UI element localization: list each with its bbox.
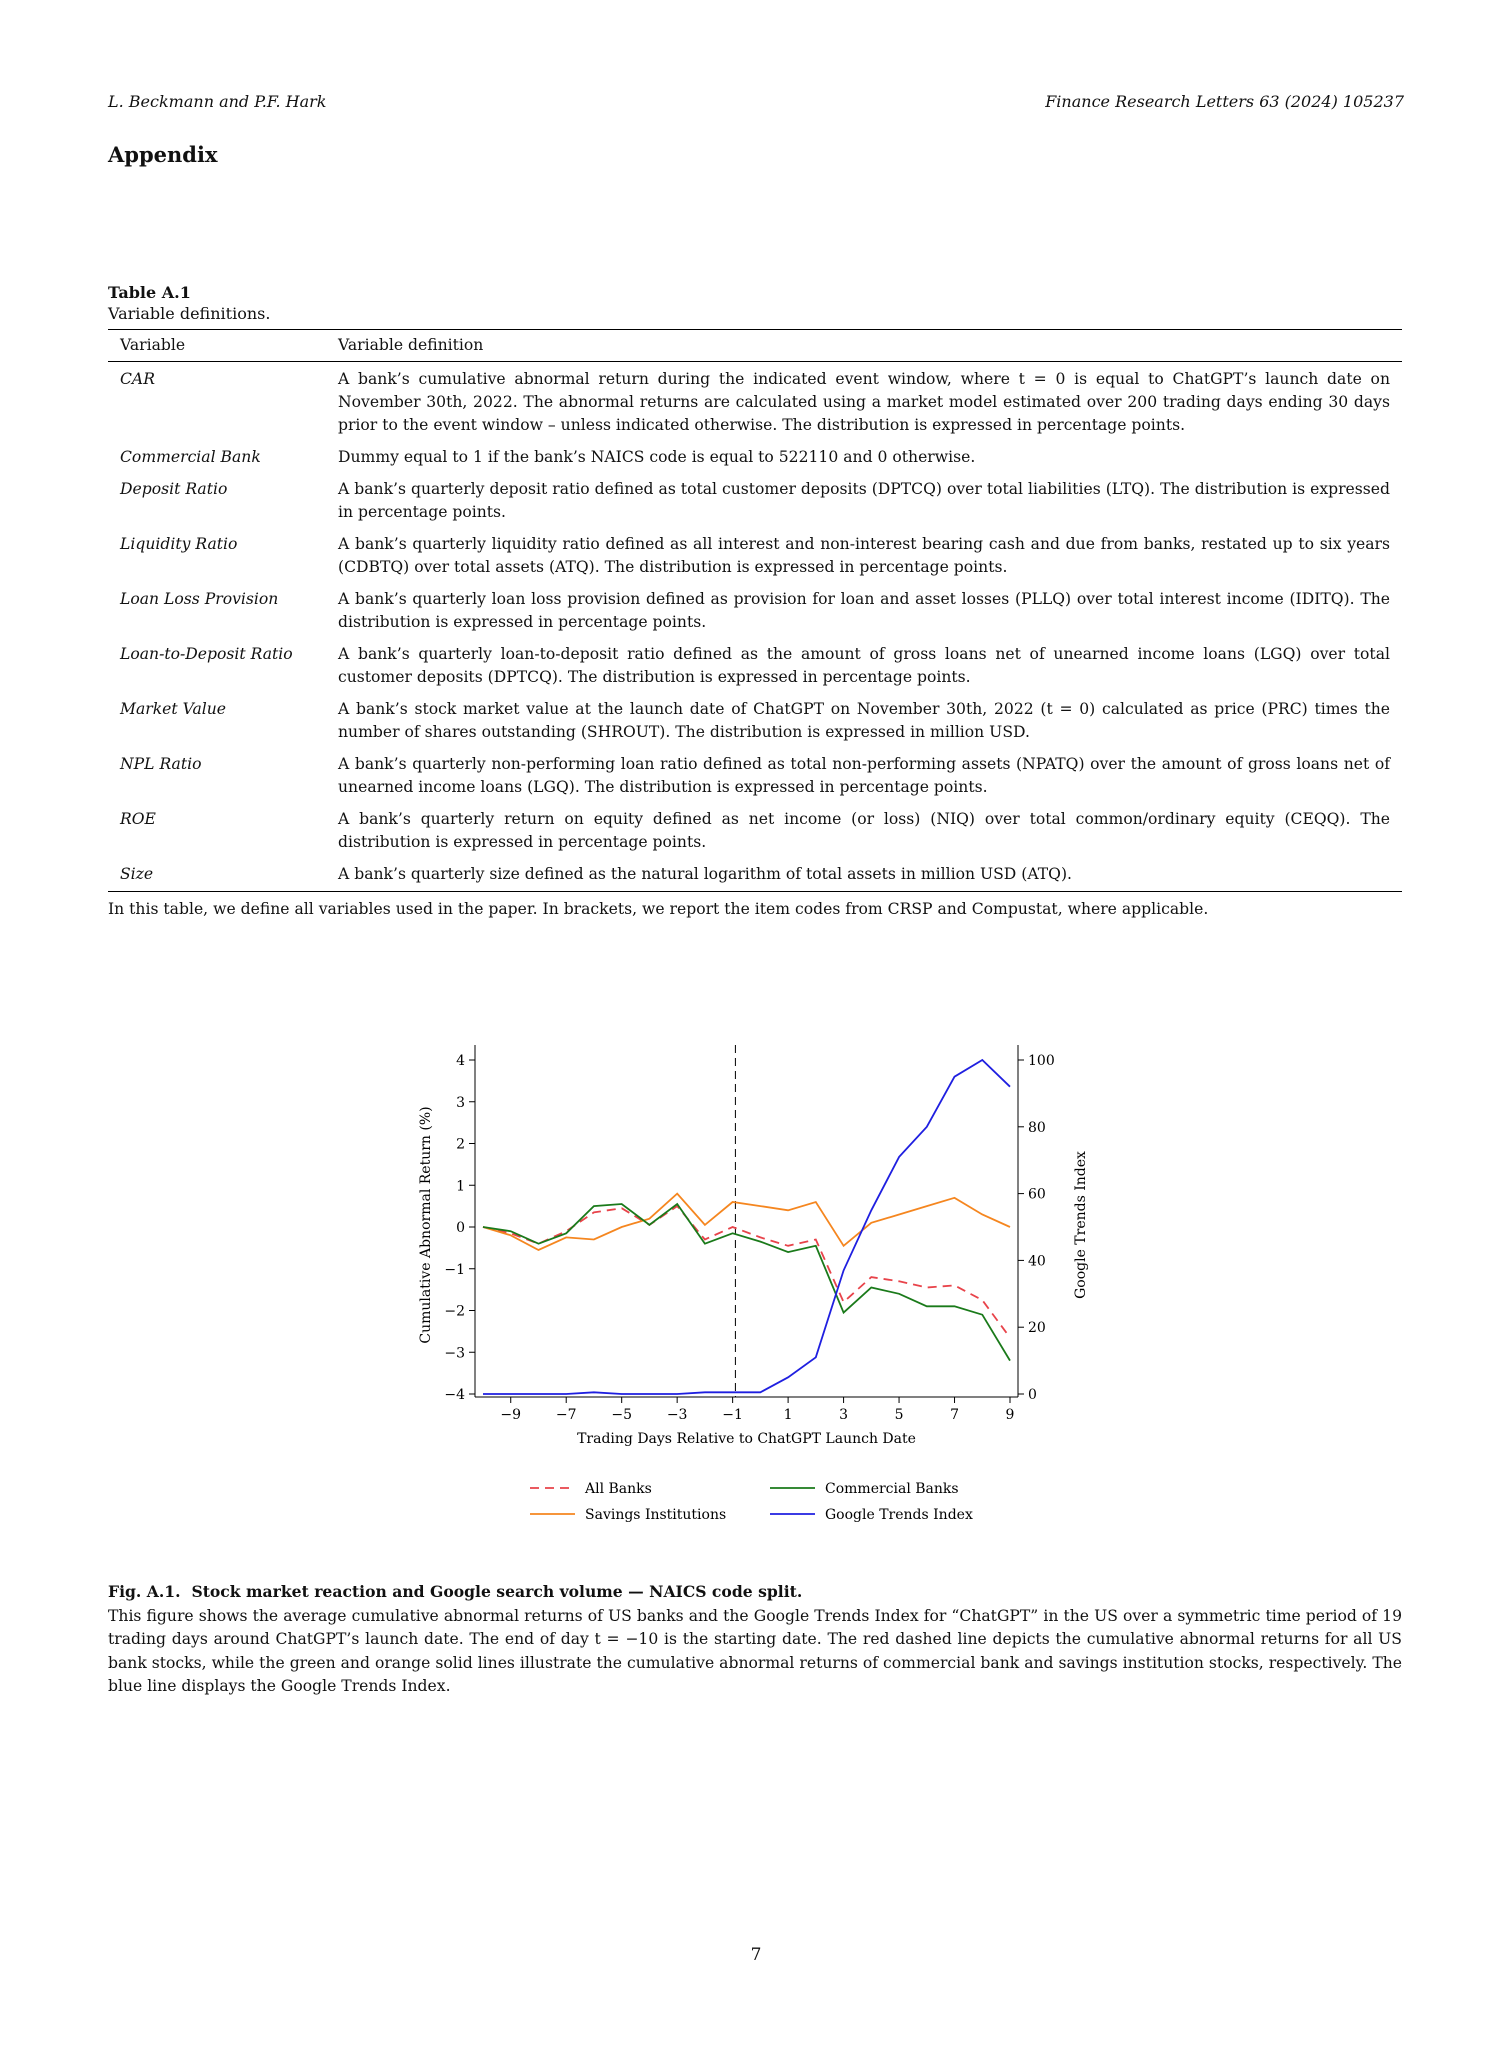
variable-definitions-table (108, 329, 1402, 892)
y-tick-label: 2 (456, 1136, 465, 1153)
table-row (108, 584, 1402, 639)
variable-definition: A bank’s quarterly loan-to-deposit ratio defined as the amount of gross loans net of unearned income loans (LGQ) over total customer deposits (DPTCQ). The distribution is expressed in percentage points. (338, 645, 1390, 686)
x-axis-title: Trading Days Relative to ChatGPT Launch Date (577, 1431, 916, 1447)
section-title: Appendix (108, 142, 218, 167)
y-tick-label: 4 (456, 1053, 465, 1069)
series-line-savings-institutions (483, 1194, 1010, 1250)
series-line-all-banks (483, 1206, 1010, 1338)
y2-tick-label: 0 (1028, 1387, 1037, 1403)
line-chart (380, 1020, 1140, 1540)
legend-label: Google Trends Index (825, 1507, 973, 1523)
x-tick-label: 5 (894, 1407, 904, 1423)
variable-definition: A bank’s quarterly return on equity defined as net income (or loss) (NIQ) over total common/ordinary equity (CEQQ). The distribution is expressed in percentage points. (338, 810, 1390, 851)
variable-definition: A bank’s quarterly loan loss provision defined as provision for loan and asset losses (PLLQ) over total interest income (IDITQ). The distribution is expressed in percentage points. (338, 590, 1390, 631)
variable-definition: A bank’s quarterly deposit ratio defined as total customer deposits (DPTCQ) over total liabilities (LTQ). The distribution is expressed in percentage points. (338, 480, 1390, 521)
table-block (108, 282, 1402, 920)
y-tick-label: 1 (456, 1178, 465, 1195)
x-tick-label: 7 (950, 1407, 959, 1423)
figure-caption: This figure shows the average cumulative abnormal returns of US banks and the Google Trends Index for “ChatGPT” in the US over a symmetric time period of 19 trading days around ChatGPT’s launch date. The end of day t = −10 is the starting date. The red dashed line depicts the cumulative abnormal returns for all US bank stocks, while the green and orange solid lines illustrate the cumulative abnormal returns of commercial bank and savings institution stocks, respectively. The blue line displays the Google Trends Index. (108, 1606, 1402, 1695)
table-row (108, 362, 1402, 443)
table-row (108, 804, 1402, 859)
x-tick-label: 9 (1005, 1407, 1015, 1423)
x-tick-label: 1 (783, 1407, 793, 1423)
figure-title: Stock market reaction and Google search volume — NAICS code split. (191, 1582, 803, 1601)
column-header-definition: Variable definition (326, 330, 1402, 362)
running-header-authors: L. Beckmann and P.F. Hark (108, 92, 327, 111)
y2-axis-title: Google Trends Index (1073, 1151, 1089, 1299)
figure-chart (380, 1020, 1140, 1540)
variable-definition: Dummy equal to 1 if the bank’s NAICS code is equal to 522110 and 0 otherwise. (338, 448, 976, 466)
variable-definition: A bank’s cumulative abnormal return during the indicated event window, where t = 0 is equal to ChatGPT’s launch date on November 30th, 2022. The abnormal returns are calculated using a market model estimated over 200 trading days ending 30 days prior to the event window – unless indicated otherwise. The distribution is expressed in percentage points. (338, 370, 1390, 434)
y-tick-label: 0 (456, 1220, 465, 1236)
variable-definition: A bank’s stock market value at the launch date of ChatGPT on November 30th, 2022 (t = 0) calculated as price (PRC) times the number of shares outstanding (SHROUT). The distribution is expressed in million USD. (338, 700, 1390, 741)
table-row (108, 529, 1402, 584)
page-number: 7 (750, 1945, 762, 1965)
legend-label: All Banks (585, 1481, 652, 1497)
y-axis-title: Cumulative Abnormal Return (%) (418, 1106, 434, 1344)
variable-name: Deposit Ratio (120, 480, 228, 498)
variable-definition: A bank’s quarterly liquidity ratio defined as all interest and non-interest bearing cash and due from banks, restated up to six years (CDBTQ) over total assets (ATQ). The distribution is expressed in percentage points. (338, 535, 1390, 576)
variable-definition: A bank’s quarterly non-performing loan ratio defined as total non-performing assets (NPATQ) over the amount of gross loans net of unearned income loans (LGQ). The distribution is expressed in percentage points. (338, 755, 1390, 796)
running-header-journal: Finance Research Letters 63 (2024) 105237 (1045, 92, 1404, 111)
figure-label: Fig. A.1. (108, 1582, 181, 1601)
figure-caption-block (108, 1580, 1402, 1699)
variable-name: Loan Loss Provision (120, 590, 279, 608)
x-tick-label: −1 (722, 1407, 743, 1423)
table-note: In this table, we define all variables used in the paper. In brackets, we report the item codes from CRSP and Compustat, where applicable. (108, 900, 1209, 918)
y2-tick-label: 40 (1028, 1253, 1046, 1270)
y2-tick-label: 20 (1028, 1320, 1046, 1337)
table-row (108, 859, 1402, 892)
x-tick-label: 3 (839, 1407, 849, 1423)
legend-label: Commercial Banks (825, 1481, 959, 1497)
table-label: Table A.1 (108, 283, 191, 302)
table-row (108, 694, 1402, 749)
table-row (108, 749, 1402, 804)
x-tick-label: −5 (611, 1407, 633, 1423)
y-tick-label: −2 (444, 1303, 465, 1320)
table-header-row (108, 330, 1402, 362)
y2-tick-label: 100 (1028, 1053, 1055, 1069)
y2-tick-label: 60 (1028, 1186, 1046, 1203)
legend-label: Savings Institutions (585, 1507, 727, 1523)
variable-name: Loan-to-Deposit Ratio (120, 645, 293, 663)
y-tick-label: 3 (456, 1094, 465, 1111)
variable-name: Liquidity Ratio (120, 535, 238, 553)
variable-name: ROE (120, 810, 156, 828)
variable-name: Commercial Bank (120, 448, 261, 466)
x-tick-label: −9 (500, 1407, 522, 1423)
column-header-variable: Variable (108, 330, 326, 362)
variable-name: Size (108, 859, 326, 892)
y-tick-label: −4 (444, 1387, 465, 1403)
table-caption: Variable definitions. (108, 304, 271, 323)
variable-name: CAR (120, 370, 155, 388)
y-tick-label: −3 (444, 1345, 465, 1362)
variable-name: NPL Ratio (120, 755, 202, 773)
variable-name: Market Value (120, 700, 227, 718)
table-row (108, 442, 1402, 474)
variable-definition: A bank’s quarterly size defined as the natural logarithm of total assets in million USD (ATQ). (326, 859, 1402, 892)
x-tick-label: −3 (666, 1407, 688, 1423)
y2-tick-label: 80 (1028, 1119, 1046, 1136)
x-tick-label: −7 (555, 1407, 577, 1423)
table-row (108, 639, 1402, 694)
y-tick-label: −1 (444, 1261, 465, 1278)
series-line-commercial-banks (483, 1204, 1010, 1361)
series-line-google-trends-index (483, 1060, 1010, 1394)
table-row (108, 474, 1402, 529)
